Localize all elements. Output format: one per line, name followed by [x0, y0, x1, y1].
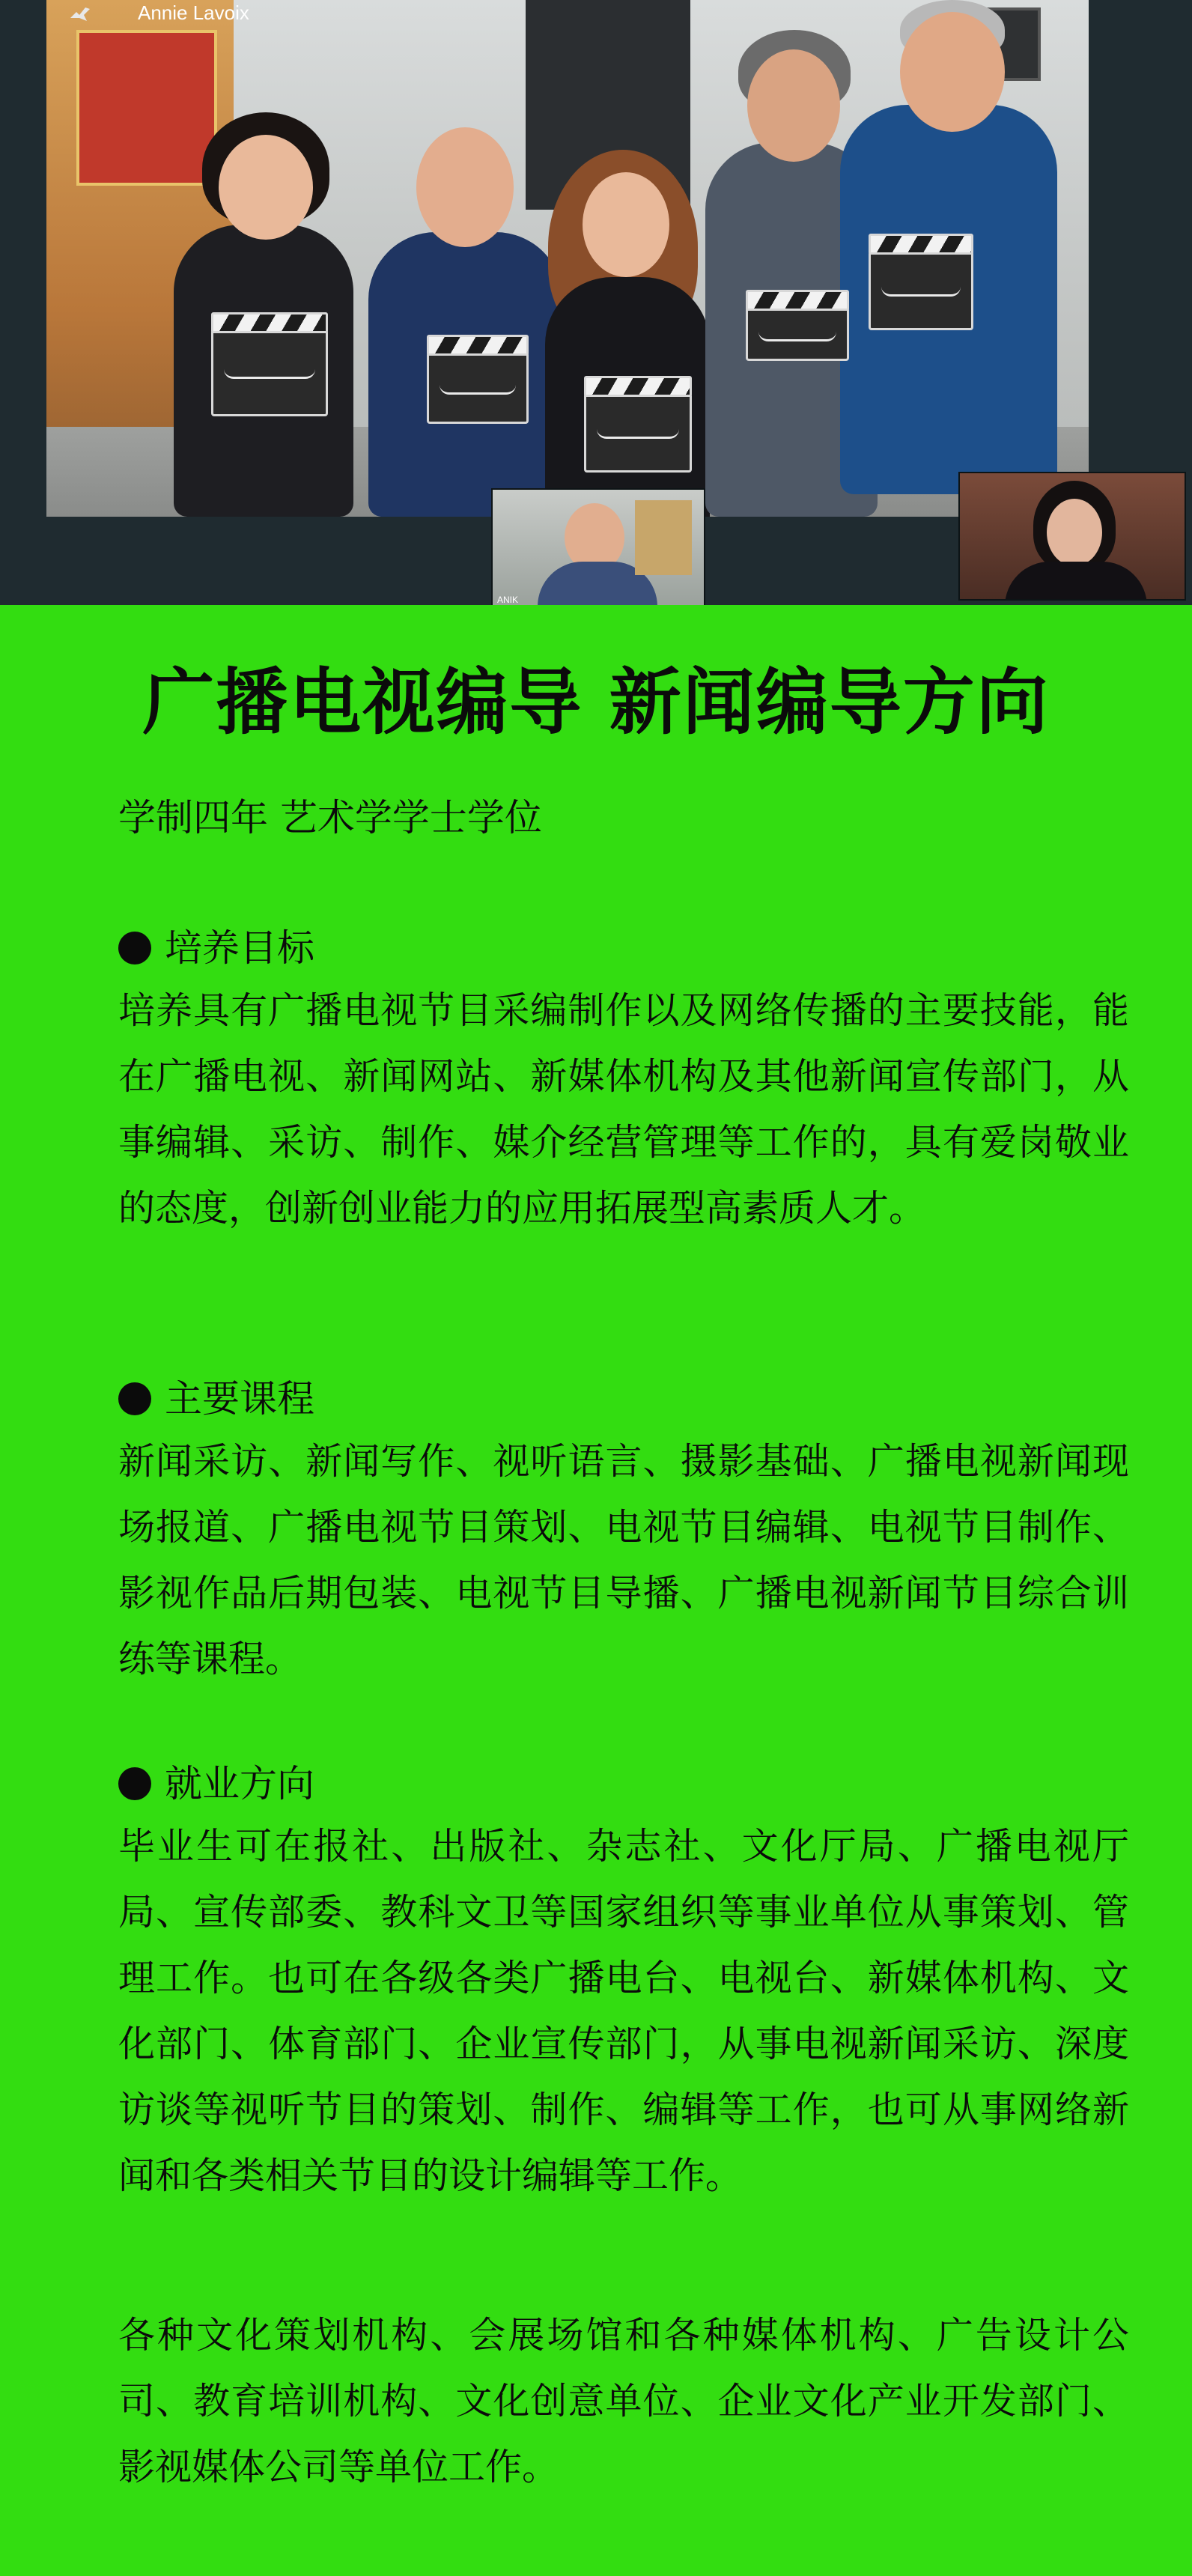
section-main-courses — [118, 1376, 1129, 1692]
main-video-feed — [46, 0, 1089, 517]
section-heading — [118, 1761, 1129, 1806]
bird-logo-icon — [69, 4, 91, 24]
participant-thumbnail-center — [491, 488, 705, 605]
clapperboard-2 — [427, 352, 529, 424]
clapperboard-1 — [211, 329, 328, 416]
video-call-photo — [0, 0, 1192, 605]
section-career-direction — [118, 1761, 1129, 2209]
section-extra-employers — [118, 2303, 1129, 2500]
clapperboard-5 — [869, 251, 973, 330]
bullet-icon — [118, 932, 151, 965]
section-heading — [118, 1376, 1129, 1421]
extra-paragraph: 各种文化策划机构、会展场馆和各种媒体机构、广告设计公司、教育培训机构、文化创意单位、企业文化产业开发部门、影视媒体公司等单位工作。 — [118, 2314, 1129, 2488]
page-title: 广播电视编导 新闻编导方向 — [142, 660, 1050, 744]
section-heading-text: 培养目标 — [165, 926, 314, 970]
thumbnail-label: ANIK — [497, 595, 519, 605]
section-training-goals — [118, 926, 1129, 1242]
section-body: 新闻采访、新闻写作、视听语言、摄影基础、广播电视新闻现场报道、广播电视节目策划、电视节目编辑、电视节目制作、影视作品后期包装、电视节目导播、广播电视新闻节目综合训练等课程。 — [118, 1440, 1129, 1680]
clapperboard-4 — [746, 307, 849, 361]
bullet-icon — [118, 1767, 151, 1800]
clapperboard-3 — [584, 393, 692, 473]
section-heading — [118, 926, 1129, 970]
bullet-icon — [118, 1382, 151, 1415]
wall-poster — [76, 30, 217, 186]
section-body: 培养具有广播电视节目采编制作以及网络传播的主要技能，能在广播电视、新闻网站、新媒体机构及其他新闻宣传部门，从事编辑、采访、制作、媒介经营管理等工作的，具有爱岗敬业的态度，创新创业能力的应用拓展型高素质人才。 — [118, 989, 1129, 1230]
caller-name: Annie Lavoix — [138, 1, 249, 24]
section-body: 毕业生可在报社、出版社、杂志社、文化厅局、广播电视厅局、宣传部委、教科文卫等国家组织等事业单位从事策划、管理工作。也可在各级各类广播电台、电视台、新媒体机构、文化部门、体育部门、企业宣传部门，从事电视新闻采访、深度访谈等视听节目的策划、制作、编辑等工作，也可从事网络新闻和各类相关节目的设计编辑等工作。 — [118, 1825, 1129, 2197]
section-heading-text: 主要课程 — [165, 1377, 314, 1421]
section-heading-text: 就业方向 — [165, 1762, 314, 1805]
degree-subtitle: 学制四年 艺术学学士学位 — [118, 796, 542, 839]
participant-thumbnail-right — [958, 472, 1186, 601]
